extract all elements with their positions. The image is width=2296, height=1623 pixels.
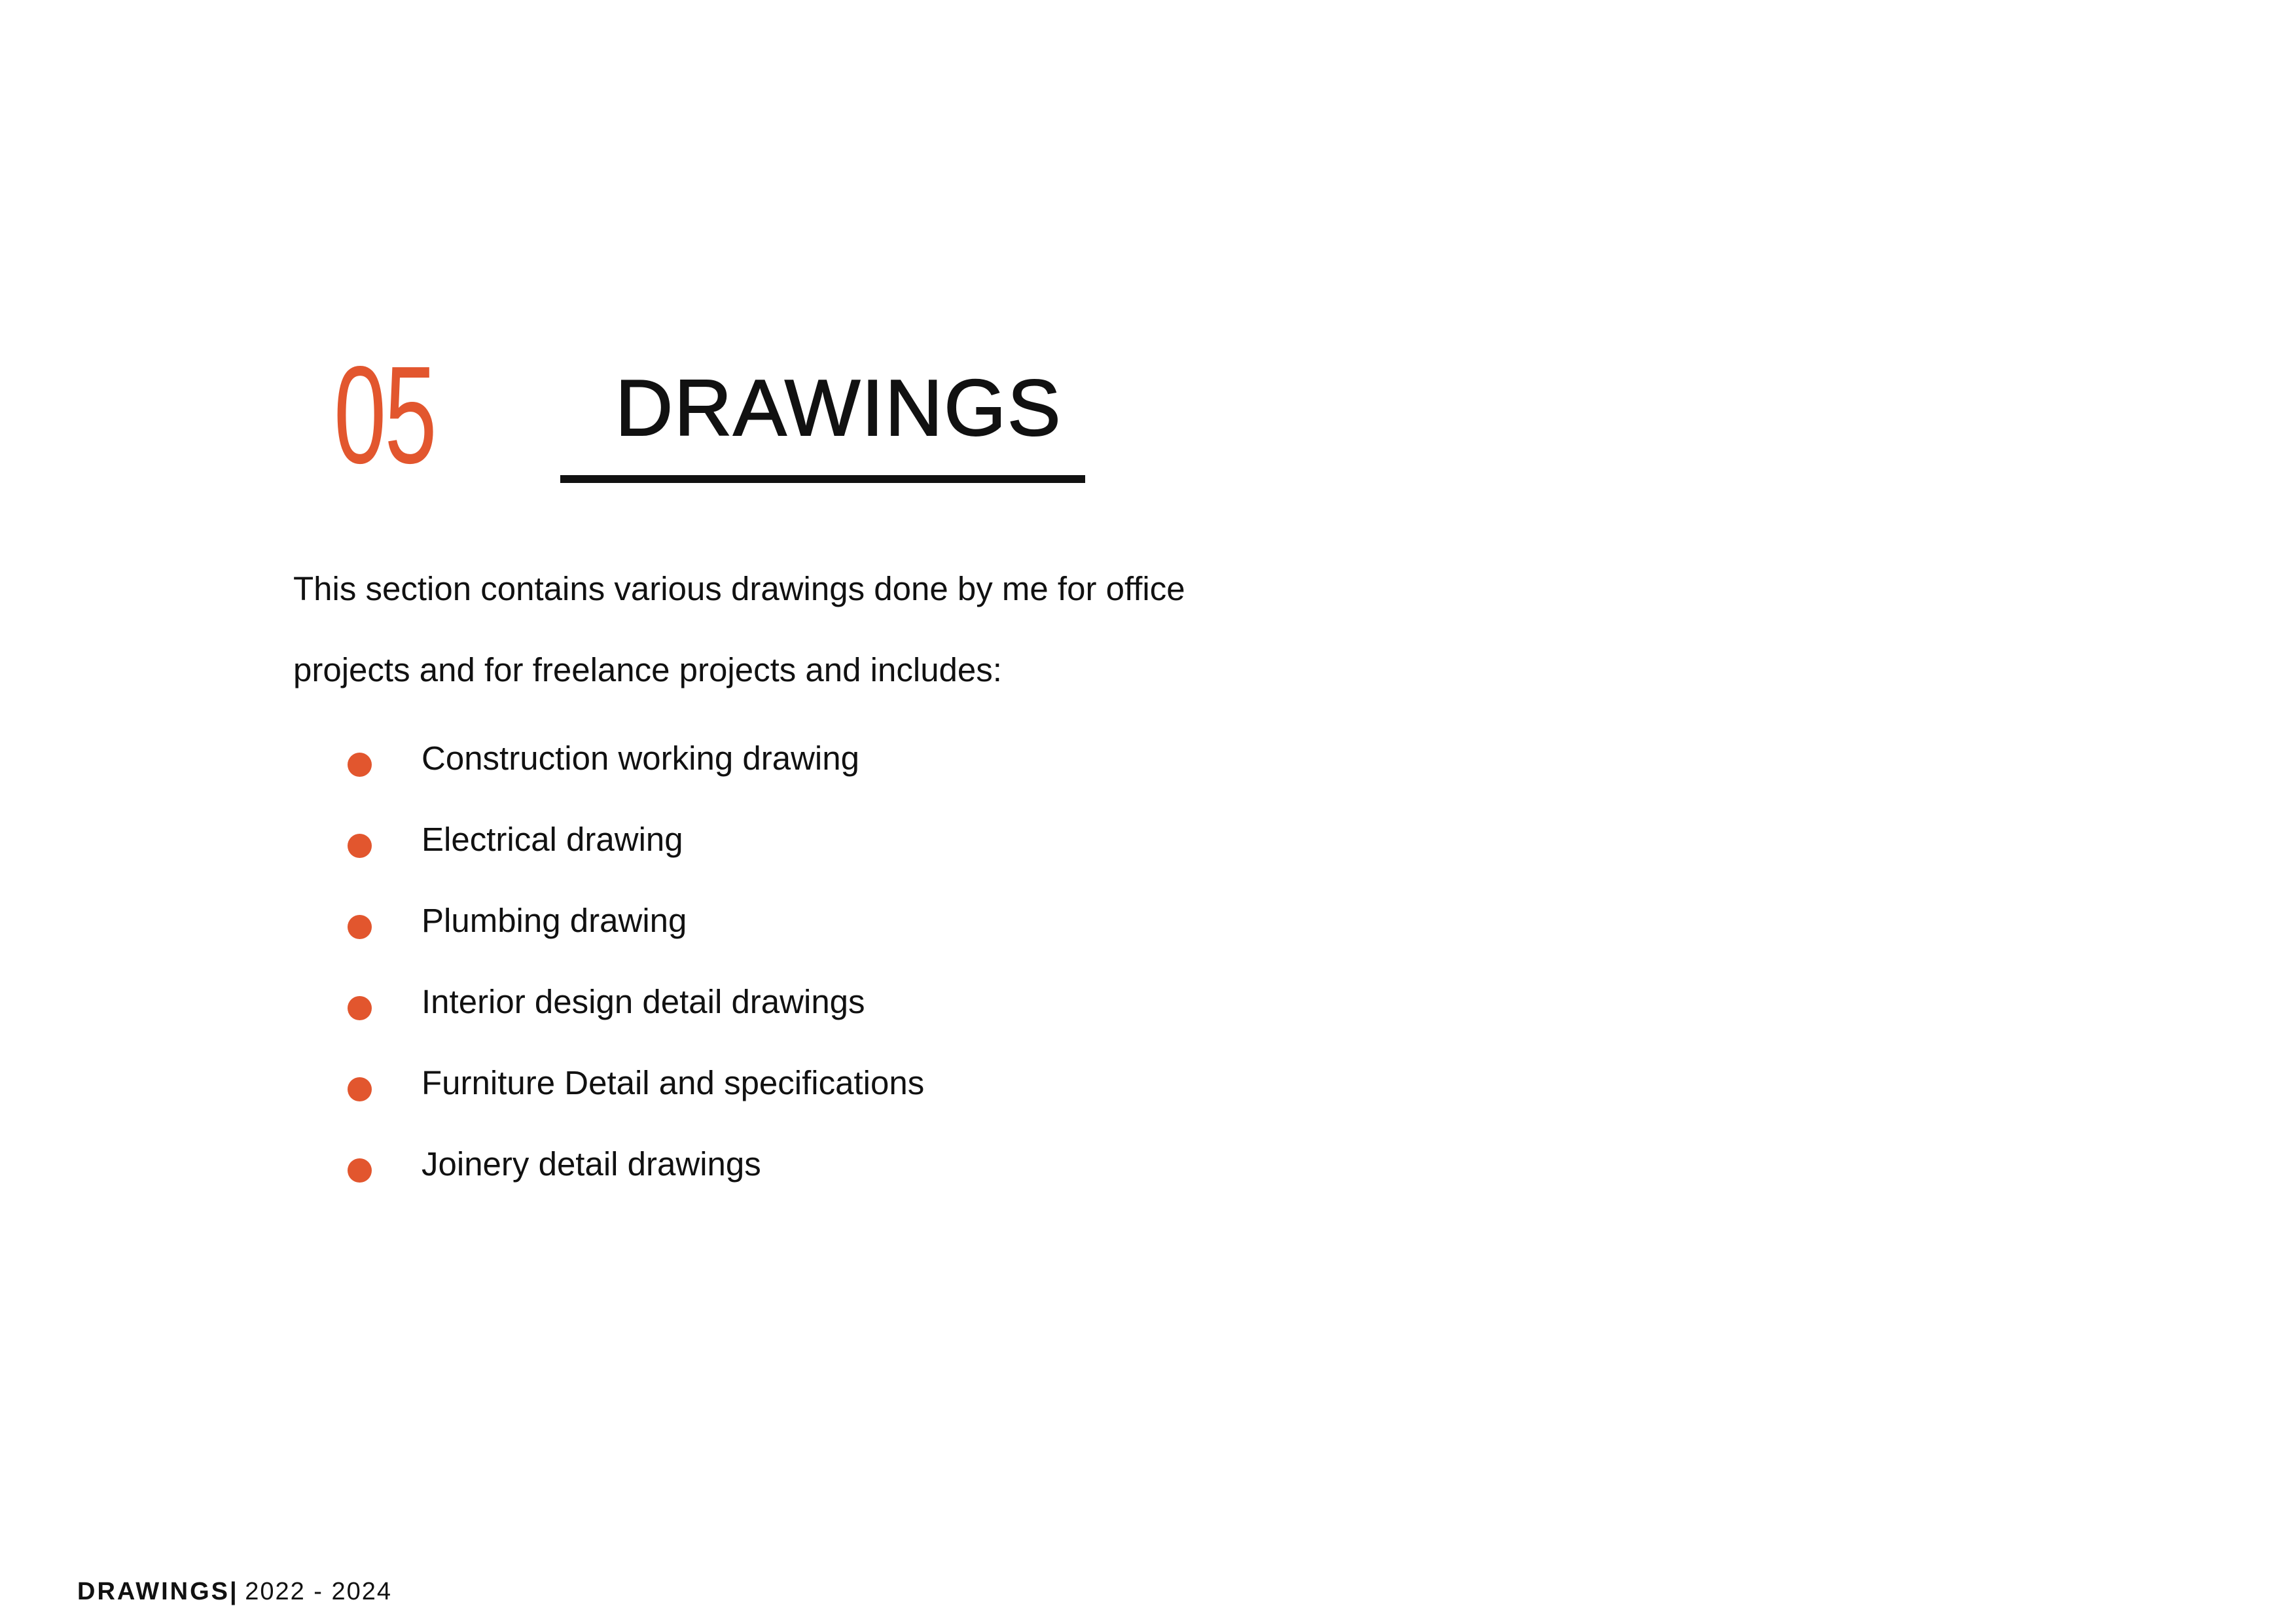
list-item-label: Furniture Detail and specifications [422, 1064, 925, 1101]
intro-line-2: projects and for freelance projects and includes: [293, 651, 1002, 688]
title-underline [560, 475, 1085, 483]
list-item-label: Interior design detail drawings [422, 983, 865, 1020]
intro-text [293, 548, 1537, 711]
list-item-label: Plumbing drawing [422, 902, 687, 939]
intro-line-1: This section contains various drawings done by me for office [293, 570, 1185, 607]
footer-separator: | [230, 1578, 237, 1605]
footer-years: 2022 - 2024 [236, 1578, 393, 1605]
section-title: DRAWINGS [615, 363, 1062, 452]
bullet-dot-icon [348, 996, 372, 1020]
list-item-label: Construction working drawing [422, 740, 859, 777]
section-number: 05 [334, 337, 435, 492]
bullet-dot-icon [348, 915, 372, 939]
footer-title: DRAWINGS [77, 1578, 230, 1605]
bullet-dot-icon [348, 834, 372, 858]
bullet-dot-icon [348, 753, 372, 777]
list-item-label: Joinery detail drawings [422, 1145, 761, 1183]
bullet-dot-icon [348, 1158, 372, 1183]
bullet-dot-icon [348, 1077, 372, 1101]
list-item-label: Electrical drawing [422, 821, 683, 858]
page-footer [77, 1576, 392, 1607]
